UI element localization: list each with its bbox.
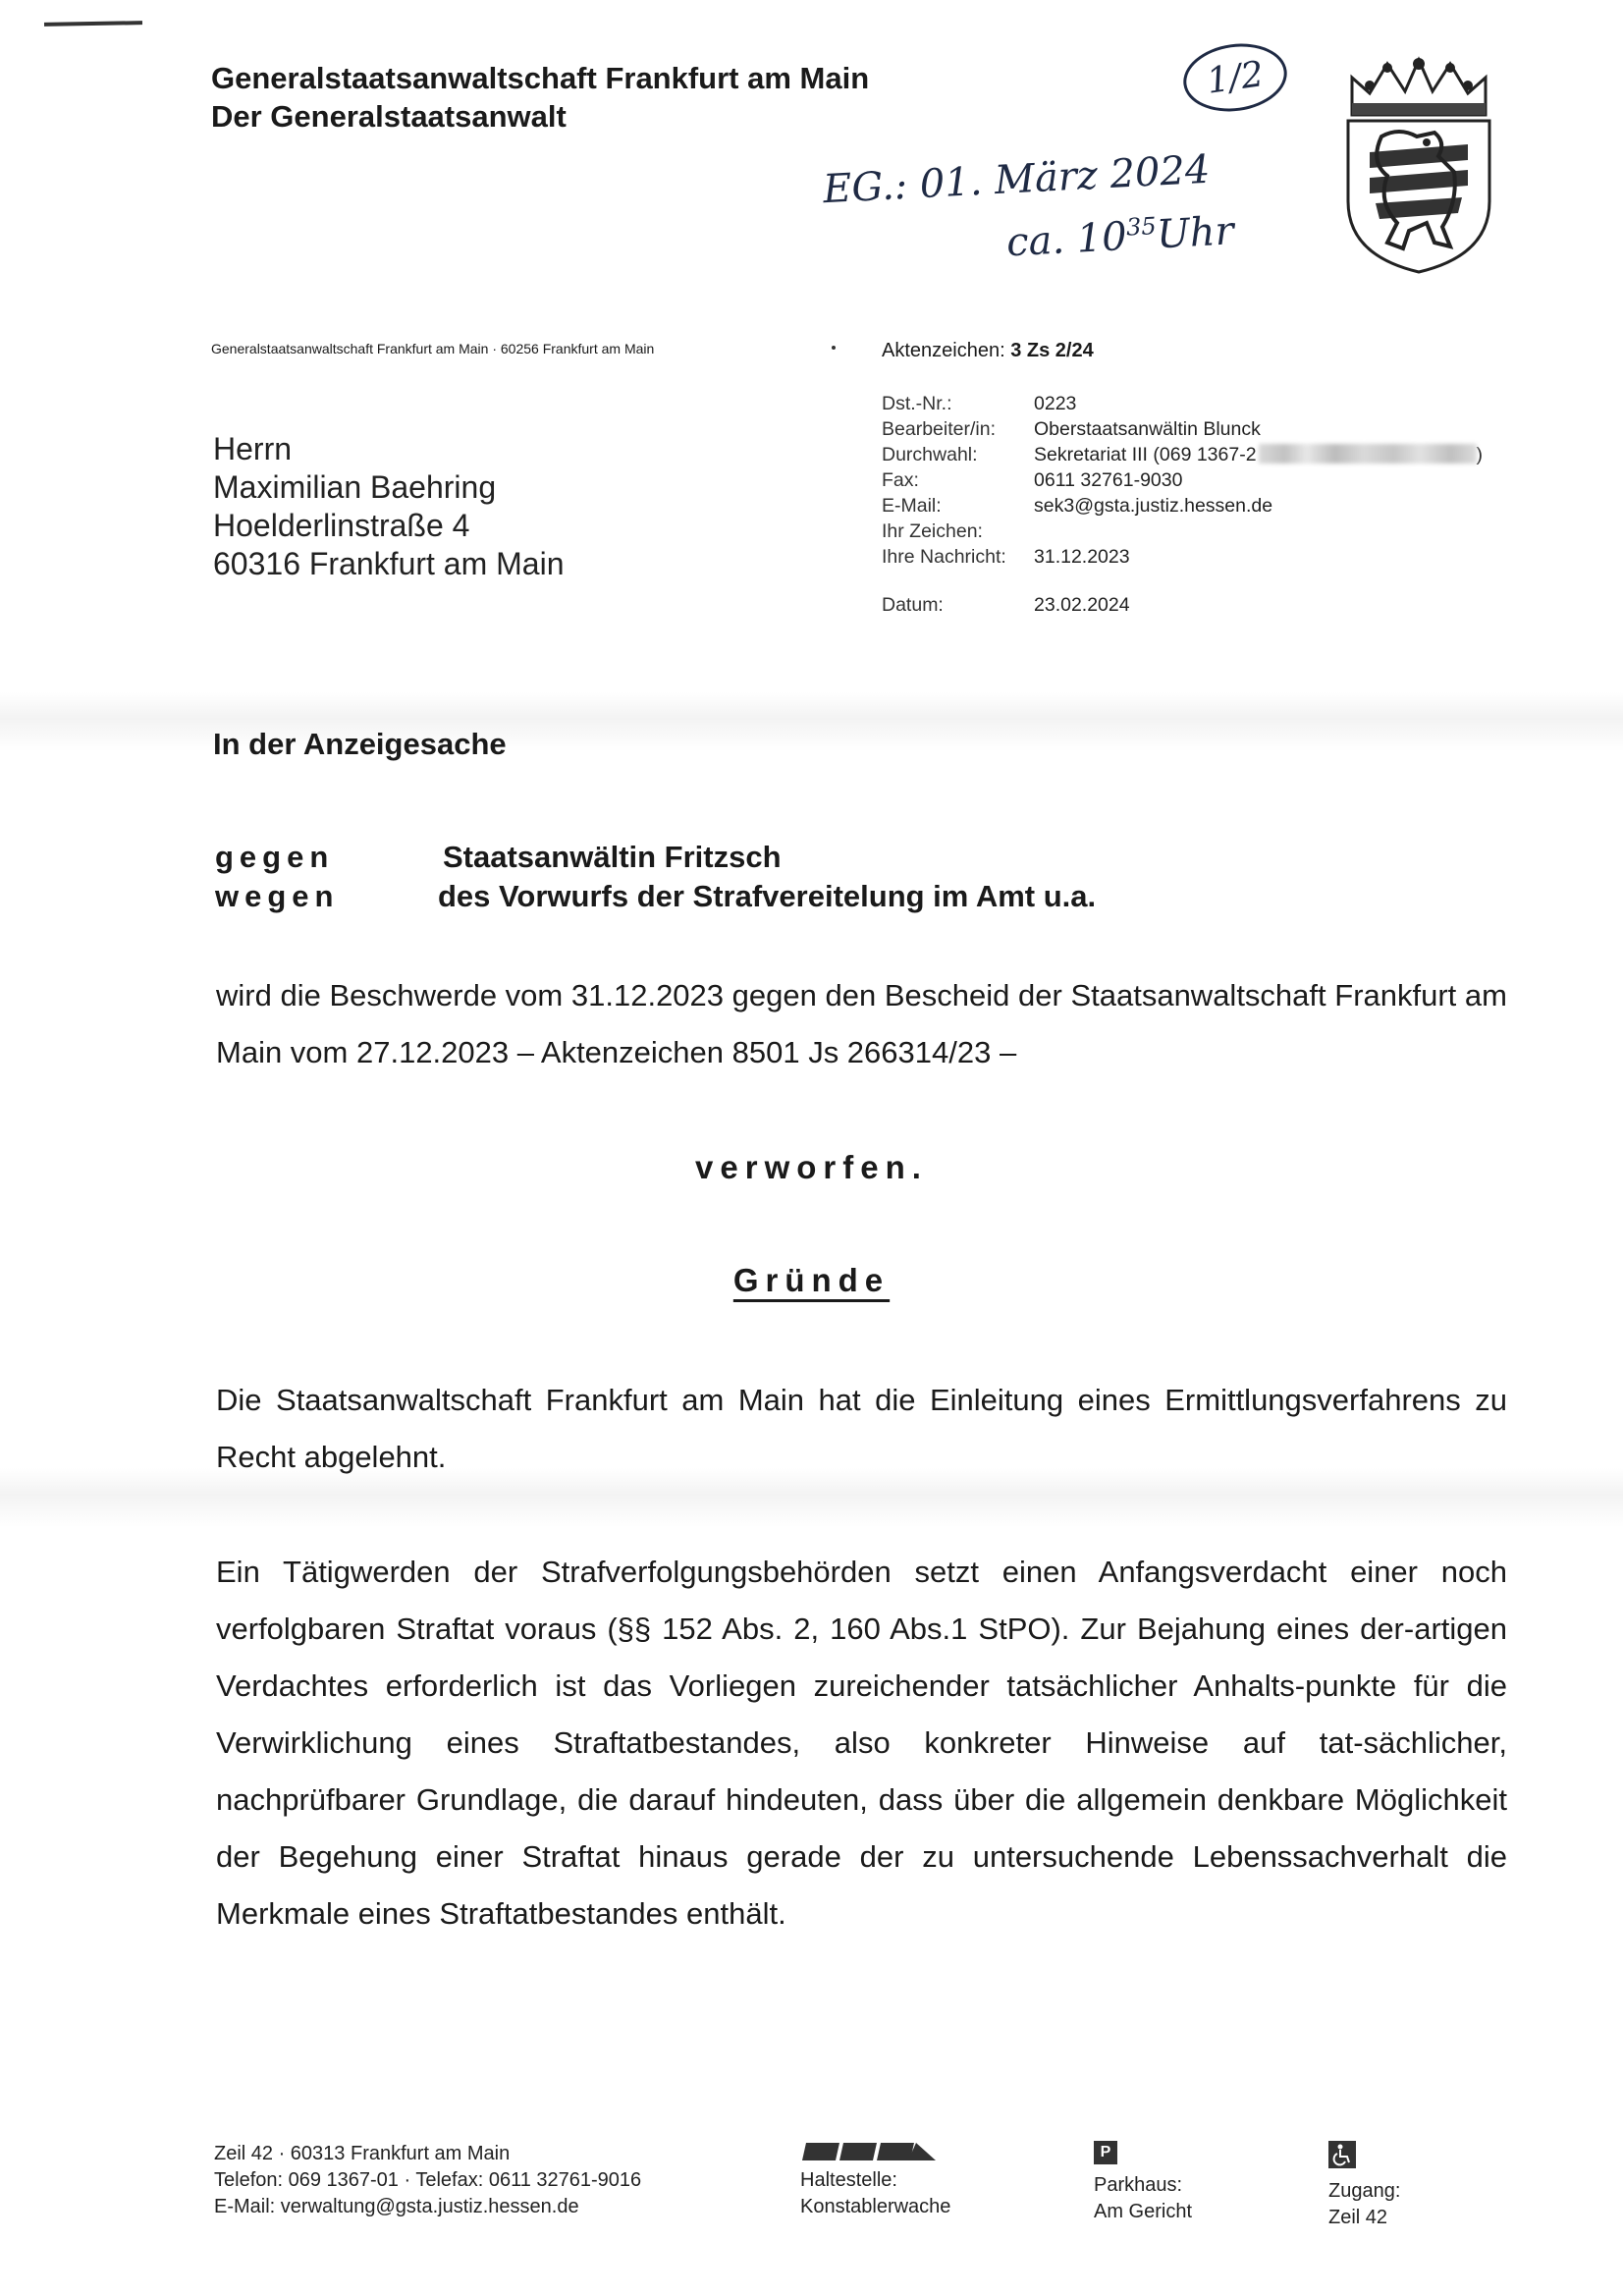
handwritten-page-number: 1/2 bbox=[1179, 37, 1291, 118]
reasons-heading: Gründe bbox=[732, 1262, 891, 1298]
authority-head: Der Generalstaatsanwalt bbox=[211, 99, 567, 134]
meta-row-email: E-Mail: sek3@gsta.justiz.hessen.de bbox=[882, 495, 1273, 517]
redacted-number bbox=[1259, 444, 1477, 464]
footer-address: Zeil 42 · 60313 Frankfurt am Main bbox=[214, 2143, 511, 2164]
scan-mark-top bbox=[44, 21, 142, 27]
file-reference bbox=[882, 340, 1094, 362]
recipient-city: 60316 Frankfurt am Main bbox=[213, 546, 565, 581]
reasons-paragraph-1: Die Staatsanwaltschaft Frankfurt am Main hat die Einleitung eines Ermittlungsverfahrens zu Recht abgelehnt. bbox=[216, 1383, 1507, 1474]
decision-paragraph: wird die Beschwerde vom 31.12.2023 gegen den Bescheid der Staatsanwaltschaft Frankfurt am Main vom 27.12.2023 – Aktenzeichen 8501 Js 266314/23 – bbox=[216, 978, 1507, 1069]
meta-row-your-ref: Ihr Zeichen: bbox=[882, 520, 983, 542]
footer-contact bbox=[214, 2141, 641, 2220]
separator-dot bbox=[832, 346, 836, 350]
recipient-name: Maximilian Baehring bbox=[213, 469, 497, 505]
subject-heading: In der Anzeigesache bbox=[213, 727, 507, 761]
reasons-paragraph-2: Ein Tätigwerden der Strafverfolgungsbehörden setzt einen Anfangsverdacht einer noch verfolgbaren Straftat voraus (§§ 152 Abs. 2, 160 Abs.1 StPO). Zur Bejahung eines der-artigen Verdachtes erforderlich ist das Vorliegen zureichender tatsächlicher Anhalts-punkte für die Verwirklichung eines Straftatbestandes, also konkreter Hinweise auf tat-sächlicher, nachprüfbarer Grundlage, die darauf hindeuten, dass über die allgemein denkbare Möglichkeit der Begehung einer Straftat hinaus gerade der zu untersuchende Lebenssachverhalt die Merkmale eines Straftatbestandes enthält. bbox=[216, 1555, 1507, 1931]
reference-details bbox=[882, 391, 1483, 570]
stop-label: Haltestelle: bbox=[800, 2169, 897, 2191]
against-label: gegen bbox=[215, 840, 335, 874]
meta-row-fax: Fax: 0611 32761-9030 bbox=[882, 469, 1183, 491]
meta-row-office: Dst.-Nr.: 0223 bbox=[882, 393, 1077, 414]
handwritten-received-time: ca. $10^{35}Uhr$ bbox=[1004, 208, 1235, 266]
file-reference-value: 3 Zs 2/24 bbox=[1010, 340, 1094, 361]
footer-access bbox=[1328, 2178, 1400, 2231]
footer-phone: Telefon: 069 1367-01 · Telefax: 0611 32761-9016 bbox=[214, 2169, 642, 2191]
parking-label: Parkhaus: bbox=[1094, 2174, 1183, 2196]
rmv-logo-icon bbox=[800, 2141, 938, 2162]
regarding-label: wegen bbox=[215, 879, 340, 913]
access-label: Zugang: bbox=[1328, 2180, 1401, 2202]
file-reference-label: Aktenzeichen: bbox=[882, 340, 1005, 361]
parking-value: Am Gericht bbox=[1094, 2201, 1193, 2222]
access-value: Zeil 42 bbox=[1328, 2207, 1388, 2228]
stop-value: Konstablerwache bbox=[800, 2196, 951, 2217]
letterhead bbox=[211, 59, 869, 136]
wheelchair-icon bbox=[1328, 2141, 1356, 2168]
parking-icon: P bbox=[1094, 2141, 1117, 2164]
verdict: verworfen. bbox=[695, 1149, 928, 1185]
handwritten-received-date: EG.: 01. März 2024 bbox=[822, 146, 1212, 213]
letter-date: Datum: 23.02.2024 bbox=[882, 594, 1130, 616]
footer-email: E-Mail: verwaltung@gsta.justiz.hessen.de bbox=[214, 2196, 579, 2217]
regarding-value: des Vorwurfs der Strafvereitelung im Amt u.a. bbox=[438, 879, 1097, 913]
meta-row-handler: Bearbeiter/in: Oberstaatsanwältin Blunck bbox=[882, 418, 1261, 440]
recipient-street: Hoelderlinstraße 4 bbox=[213, 508, 470, 543]
meta-row-your-message: Ihre Nachricht: 31.12.2023 bbox=[882, 546, 1130, 568]
footer-parking bbox=[1094, 2172, 1192, 2225]
recipient-address bbox=[213, 430, 565, 583]
authority-name: Generalstaatsanwaltschaft Frankfurt am Main bbox=[211, 61, 870, 95]
footer-stop bbox=[800, 2167, 950, 2220]
recipient-salutation: Herrn bbox=[213, 431, 293, 466]
against-value: Staatsanwältin Fritzsch bbox=[443, 840, 782, 874]
sender-line: Generalstaatsanwaltschaft Frankfurt am Main · 60256 Frankfurt am Main bbox=[211, 341, 655, 356]
meta-row-extension: Durchwahl: Sekretariat III (069 1367-2 ) bbox=[882, 444, 1484, 465]
coat-of-arms-icon bbox=[1340, 54, 1497, 275]
